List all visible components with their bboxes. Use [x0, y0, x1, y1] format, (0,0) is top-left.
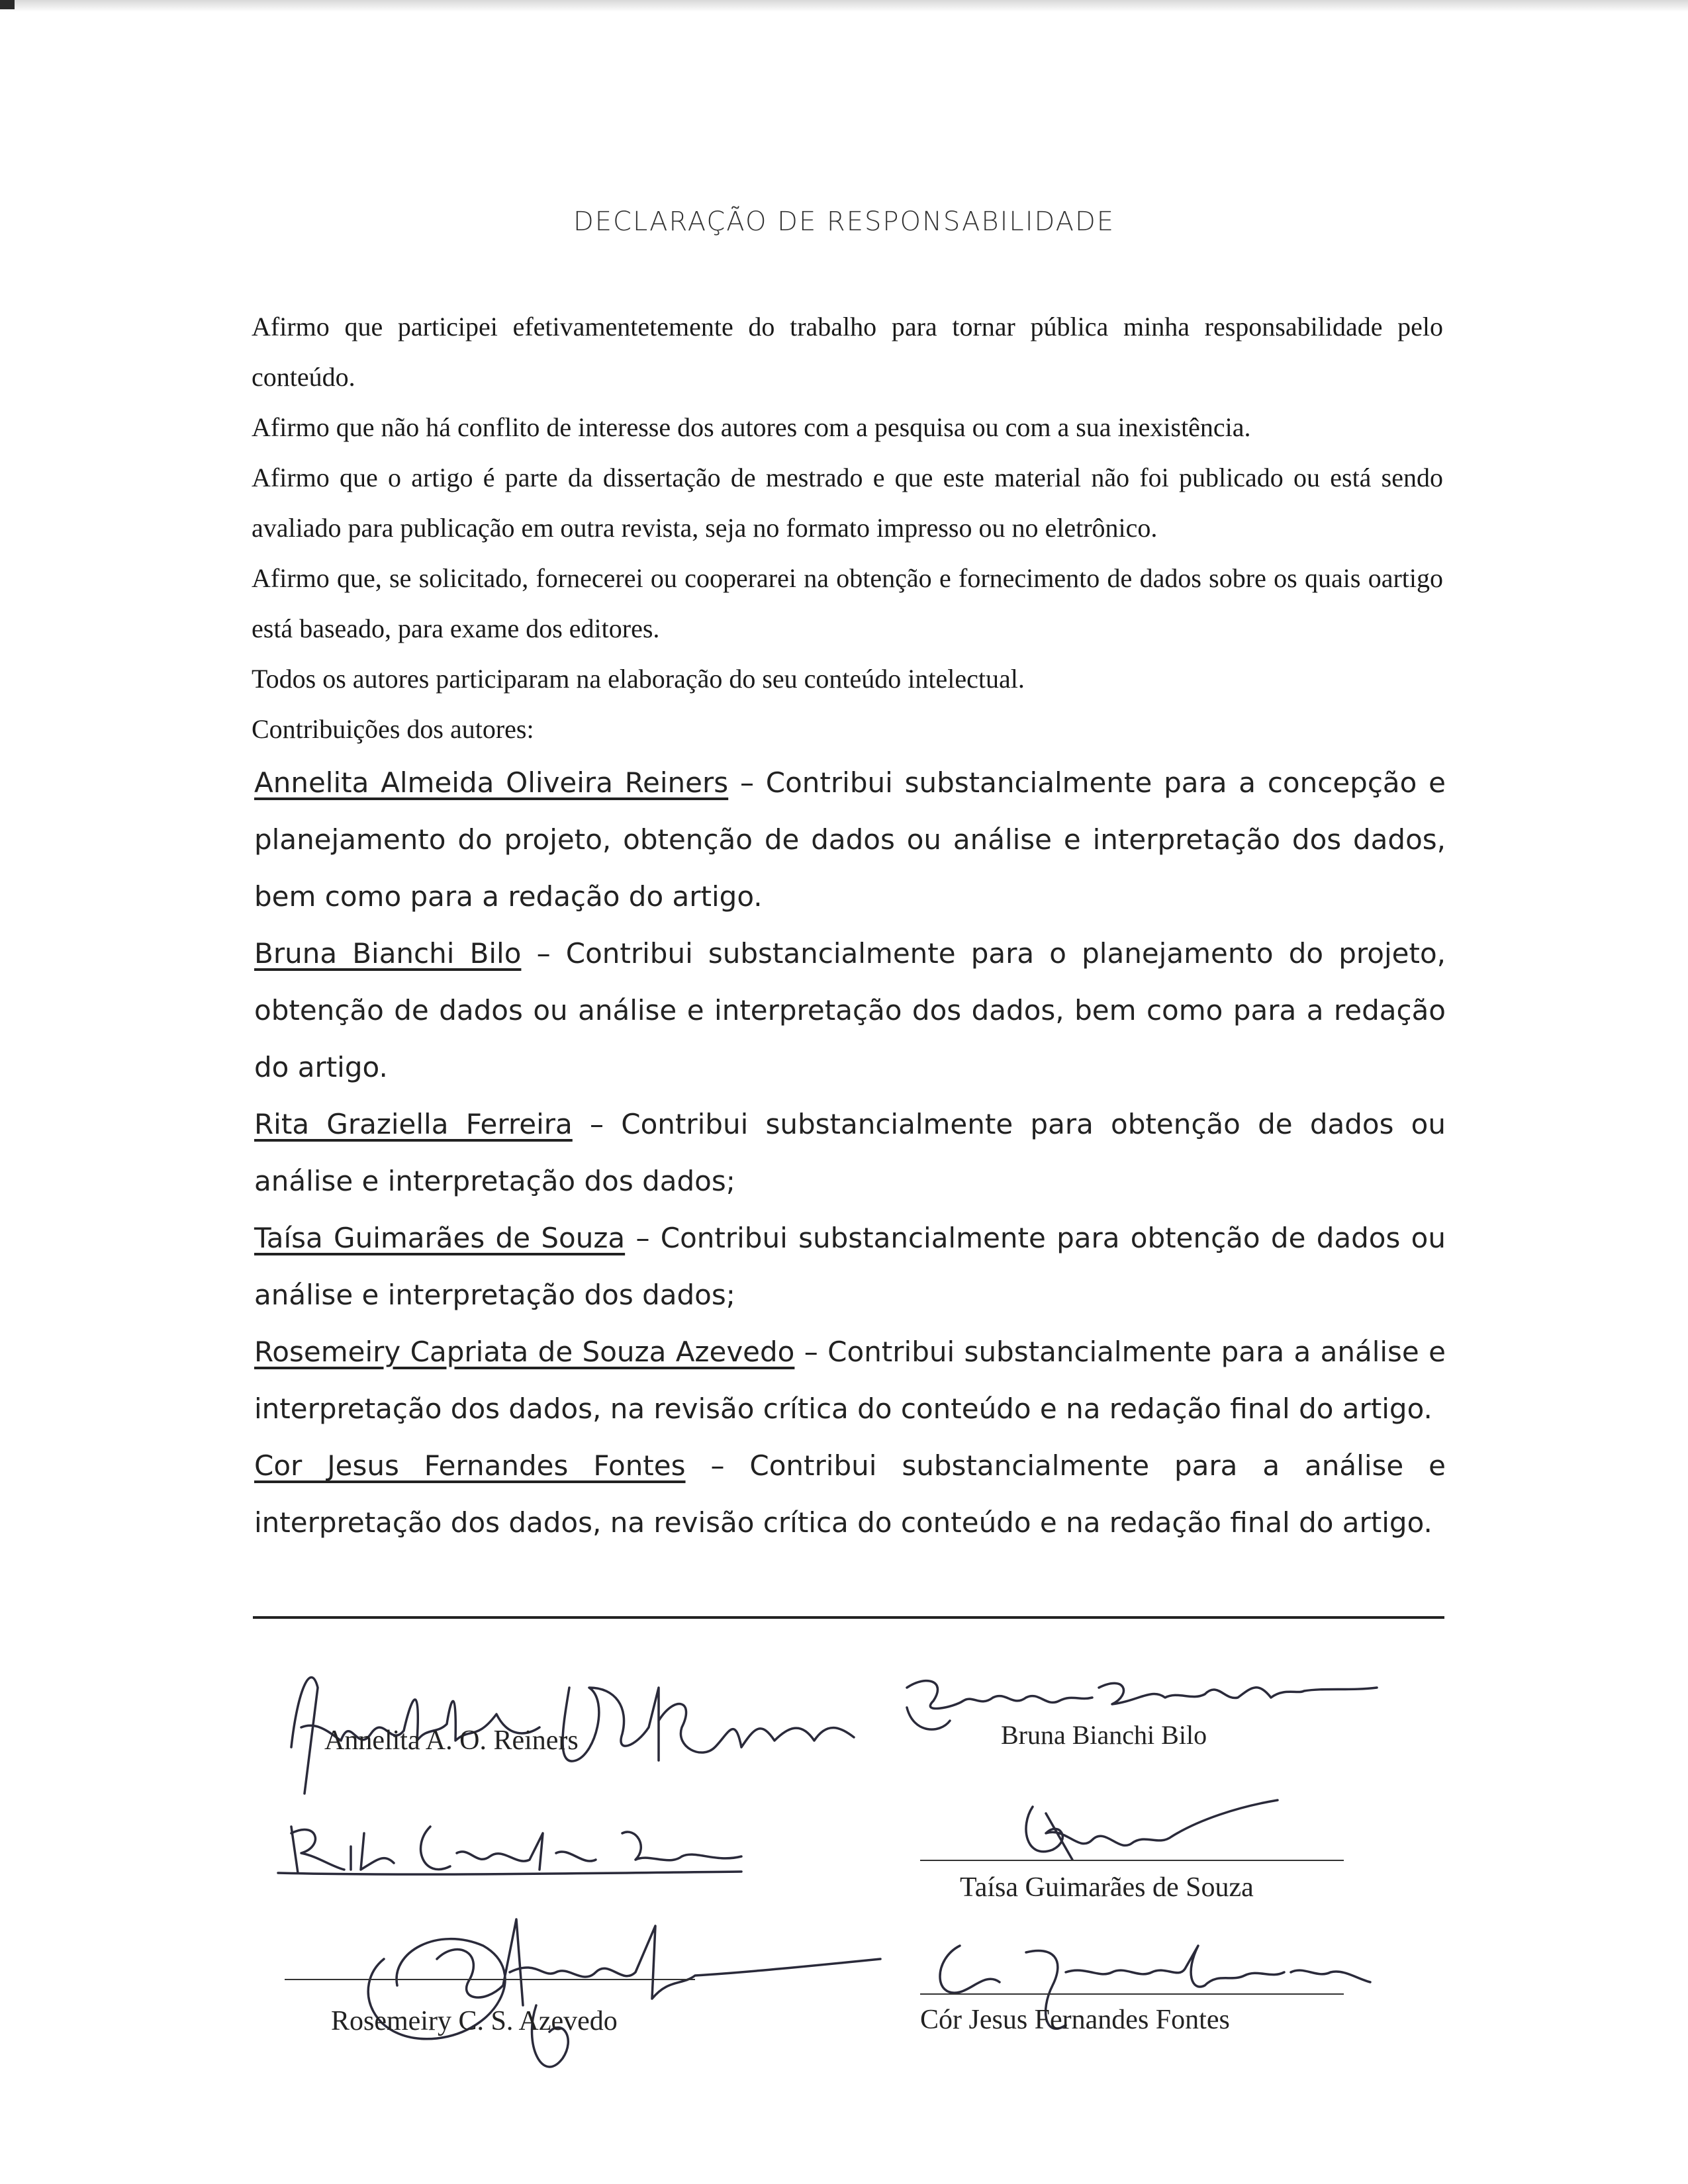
signature-taisa — [920, 1787, 1357, 1926]
author-name: Rosemeiry Capriata de Souza Azevedo — [254, 1336, 795, 1368]
signatory-name: Bruna Bianchi Bilo — [1001, 1720, 1207, 1750]
contribution-text: – Contribui substancialmente para a análise e interpretação dos dados, na revisão crítica do conteúdo e na redação final do artigo. — [254, 1336, 1446, 1425]
signatory-name: Annelita A. O. Reiners — [324, 1725, 579, 1756]
signature-cor-jesus — [920, 1933, 1383, 2058]
author-name: Rita Graziella Ferreira — [254, 1108, 573, 1140]
statement-2 — [252, 402, 1443, 453]
statement-text: Afirmo que participei efetivamentetemente do trabalho para tornar pública minha responsabilidade pelo conteúdo. — [252, 312, 1443, 392]
contribution-item — [254, 1324, 1446, 1437]
contribution-text: – Contribui substancialmente para obtenção de dados ou análise e interpretação dos dados; — [254, 1222, 1446, 1311]
statement-4 — [252, 553, 1443, 654]
handwritten-signature-icon — [920, 1933, 1383, 2058]
statement-text: Afirmo que o artigo é parte da dissertação de mestrado e que este material não foi publicado ou está sendo avaliado para publicação em outra revista, seja no formato impresso ou no eletrônico. — [252, 463, 1443, 543]
signature-line — [285, 1979, 695, 1980]
statement-text: Contribuições dos autores: — [252, 714, 534, 744]
signatory-name: Taísa Guimarães de Souza — [960, 1872, 1254, 1903]
signatory-name: Cór Jesus Fernandes Fontes — [920, 2005, 1230, 2035]
contribution-item — [254, 1096, 1446, 1210]
contribution-item — [254, 1210, 1446, 1324]
divider-line — [253, 1616, 1444, 1619]
signature-line — [920, 1860, 1344, 1861]
statement-1 — [252, 302, 1443, 402]
author-name: Bruna Bianchi Bilo — [254, 937, 522, 970]
signature-line — [920, 1993, 1344, 1995]
handwritten-signature-icon — [920, 1787, 1357, 1926]
statement-5 — [252, 654, 1443, 704]
author-name: Annelita Almeida Oliveira Reiners — [254, 766, 729, 799]
statement-text: Afirmo que, se solicitado, fornecerei ou cooperarei na obtenção e fornecimento de dados sobre os quais oartigo está baseado, para exame dos editores. — [252, 563, 1443, 643]
contribution-item — [254, 754, 1446, 925]
scan-mark — [0, 0, 15, 9]
contribution-item — [254, 1437, 1446, 1551]
contribution-text: – Contribui substancialmente para o planejamento do projeto, obtenção de dados ou análise e interpretação dos dados, bem como para a redação do artigo. — [254, 937, 1446, 1083]
statement-6 — [252, 704, 1443, 754]
contribution-text: – Contribui substancialmente para a concepção e planejamento do projeto, obtenção de dados ou análise e interpretação dos dados, bem como para a redação do artigo. — [254, 766, 1446, 913]
contributions-list — [254, 754, 1446, 1551]
page-title: DECLARAÇÃO DE RESPONSABILIDADE — [573, 206, 1115, 237]
contribution-text: – Contribui substancialmente para a análise e interpretação dos dados, na revisão crítica do conteúdo e na redação final do artigo. — [254, 1449, 1446, 1539]
signature-rosemeiry — [285, 1873, 907, 2085]
statement-text: Todos os autores participaram na elaboração do seu conteúdo intelectual. — [252, 664, 1025, 694]
author-name: Taísa Guimarães de Souza — [254, 1222, 626, 1254]
contribution-text: – Contribui substancialmente para obtenção de dados ou análise e interpretação dos dados; — [254, 1108, 1446, 1197]
signature-bruna — [900, 1661, 1390, 1780]
author-name: Cor Jesus Fernandes Fontes — [254, 1449, 686, 1482]
statement-3 — [252, 453, 1443, 553]
contribution-item — [254, 925, 1446, 1096]
statement-text: Afirmo que não há conflito de interesse dos autores com a pesquisa ou com a sua inexistência. — [252, 412, 1251, 442]
scan-edge — [0, 0, 1688, 12]
signatory-name: Rosemeiry C. S. Azevedo — [331, 2006, 618, 2036]
signature-annelita — [278, 1648, 874, 1807]
